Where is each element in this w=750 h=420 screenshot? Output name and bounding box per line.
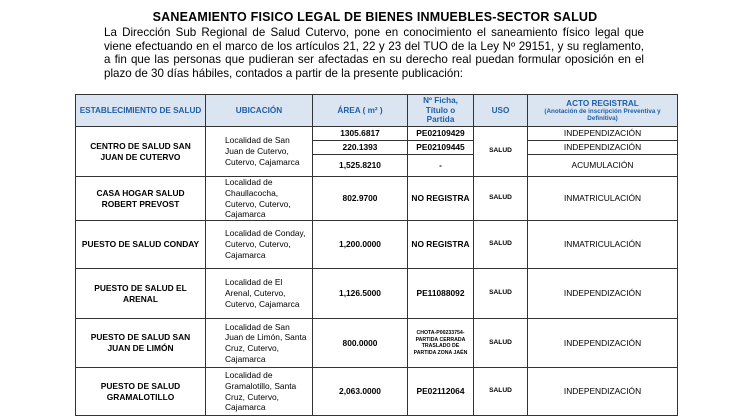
cell-establecimiento: PUESTO DE SALUD SAN JUAN DE LIMÓN	[76, 319, 206, 368]
cell-ubicacion: Localidad de El Arenal, Cutervo, Cutervo, Cajamarca	[206, 269, 313, 319]
table-row	[76, 127, 678, 141]
table-row	[76, 269, 678, 319]
cell-uso: SALUD	[474, 319, 528, 368]
cell-uso: SALUD	[474, 221, 528, 269]
cell-uso: SALUD	[474, 127, 528, 177]
cell-establecimiento: PUESTO DE SALUD GRAMALOTILLO	[76, 368, 206, 416]
cell-ubicacion: Localidad de Chaullacocha, Cutervo, Cutervo, Cajamarca	[206, 177, 313, 221]
table-header-row	[76, 95, 678, 127]
cell-ficha: NO REGISTRA	[408, 177, 474, 221]
cell-establecimiento: CENTRO DE SALUD SAN JUAN DE CUTERVO	[76, 127, 206, 177]
cell-uso: SALUD	[474, 177, 528, 221]
cell-area: 1,200.0000	[313, 221, 408, 269]
cell-acto: INDEPENDIZACIÓN	[528, 127, 678, 141]
table-row	[76, 319, 678, 368]
col-header-ficha: Nº Ficha, Título o Partida	[408, 95, 474, 127]
cell-ubicacion: Localidad de Conday, Cutervo, Cutervo, Cajamarca	[206, 221, 313, 269]
cell-establecimiento: PUESTO DE SALUD EL ARENAL	[76, 269, 206, 319]
cell-uso: SALUD	[474, 368, 528, 416]
col-header-area: ÁREA ( m² )	[313, 95, 408, 127]
cell-acto: ACUMULACIÓN	[528, 155, 678, 177]
cell-area: 800.0000	[313, 319, 408, 368]
cell-ficha: PE02109429	[408, 127, 474, 141]
col-header-acto	[528, 95, 678, 127]
cell-acto: INDEPENDIZACIÓN	[528, 141, 678, 155]
cell-acto: INDEPENDIZACIÓN	[528, 319, 678, 368]
col-header-acto-sub: (Anotación de inscripción Preventiva y Definitiva)	[544, 108, 661, 123]
cell-ficha: CHOTA-P00233754- PARTIDA CERRADA TRASLADO DE PARTIDA ZONA JAÉN	[408, 319, 474, 368]
table-row	[76, 368, 678, 416]
cell-area: 220.1393	[313, 141, 408, 155]
cell-acto: INMATRICULACIÓN	[528, 221, 678, 269]
col-header-acto-label: ACTO REGISTRAL	[566, 98, 639, 108]
cell-ficha: NO REGISTRA	[408, 221, 474, 269]
cell-ubicacion: Localidad de San Juan de Limón, Santa Cruz, Cutervo, Cajamarca	[206, 319, 313, 368]
cell-area: 1,126.5000	[313, 269, 408, 319]
properties-table	[75, 94, 678, 416]
cell-uso: SALUD	[474, 269, 528, 319]
table-row	[76, 221, 678, 269]
cell-area: 802.9700	[313, 177, 408, 221]
cell-acto: INDEPENDIZACIÓN	[528, 368, 678, 416]
page-title: SANEAMIENTO FISICO LEGAL DE BIENES INMUEBLES-SECTOR SALUD	[152, 10, 598, 24]
table-row	[76, 177, 678, 221]
col-header-uso: USO	[474, 95, 528, 127]
cell-ficha: PE11088092	[408, 269, 474, 319]
cell-establecimiento: PUESTO DE SALUD CONDAY	[76, 221, 206, 269]
col-header-establecimiento: ESTABLECIMIENTO DE SALUD	[76, 95, 206, 127]
cell-acto: INMATRICULACIÓN	[528, 177, 678, 221]
cell-area: 2,063.0000	[313, 368, 408, 416]
cell-ubicacion: Localidad de San Juan de Cutervo, Cutervo, Cajamarca	[206, 127, 313, 177]
cell-ubicacion: Localidad de Gramalotillo, Santa Cruz, Cutervo, Cajamarca	[206, 368, 313, 416]
cell-ficha: PE02112064	[408, 368, 474, 416]
intro-paragraph: La Dirección Sub Regional de Salud Cutervo, pone en conocimiento el saneamiento físico legal que viene efectuando en el marco de los artículos 21, 22 y 23 del TUO de la Ley Nº 29151, y su reglamento, a fin que las personas que pudieran ser afectadas en su derecho real puedan formular oposición en el plazo de 30 días hábiles, contados a partir de la presente publicación:	[104, 26, 644, 80]
col-header-ubicacion: UBICACIÓN	[206, 95, 313, 127]
cell-area: 1,525.8210	[313, 155, 408, 177]
cell-establecimiento: CASA HOGAR SALUD ROBERT PREVOST	[76, 177, 206, 221]
cell-ficha: PE02109445	[408, 141, 474, 155]
cell-ficha: -	[408, 155, 474, 177]
cell-acto: INDEPENDIZACIÓN	[528, 269, 678, 319]
cell-area: 1305.6817	[313, 127, 408, 141]
